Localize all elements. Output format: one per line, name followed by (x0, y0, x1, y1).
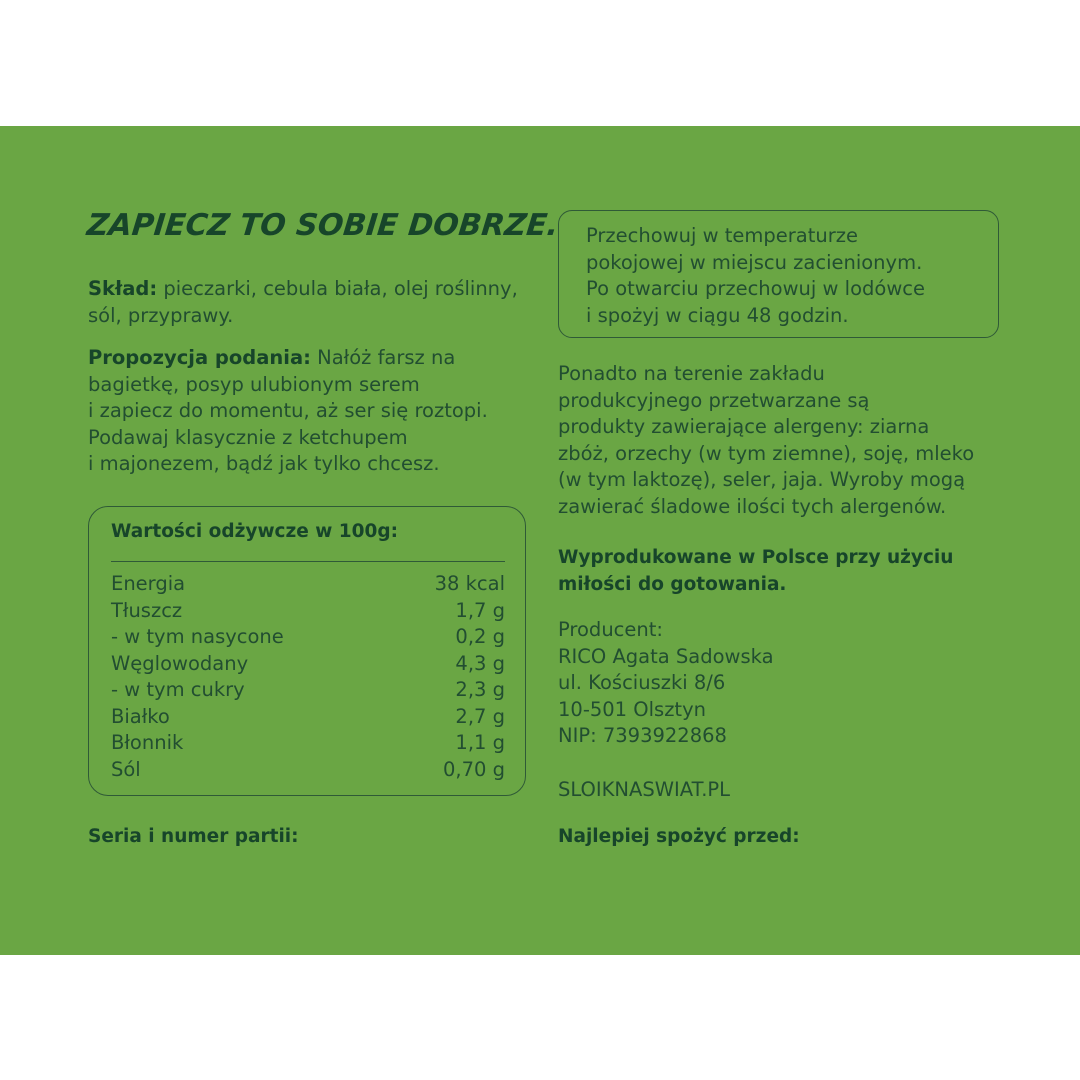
nutrition-divider (111, 561, 505, 562)
serving-line: i zapiecz do momentu, aż ser się roztopi. (88, 399, 488, 422)
ingredients-line: sól, przyprawy. (88, 303, 234, 327)
website: SLOIKNASWIAT.PL (558, 778, 731, 801)
nutrient-value: 0,70 g (443, 757, 505, 781)
product-label (0, 126, 1080, 955)
producer-line: NIP: 7393922868 (558, 724, 727, 747)
allergen-line: Ponadto na terenie zakładu (558, 362, 825, 385)
storage-line: Przechowuj w temperaturze (586, 224, 858, 247)
nutrient-value: 38 kcal (434, 572, 505, 595)
made-in-poland (558, 545, 953, 598)
storage-instructions (558, 210, 999, 338)
nutrition-row (111, 677, 505, 704)
ingredients (88, 276, 518, 329)
nutrient-value: 2,7 g (455, 704, 505, 728)
serving-line: i majonezem, bądź jak tylko chcesz. (88, 452, 440, 475)
nutrition-row (111, 598, 505, 625)
best-before-label: Najlepiej spożyć przed: (558, 826, 800, 847)
nutrition-row (111, 704, 505, 731)
nutrient-name: - w tym cukry (111, 678, 245, 701)
producer-line: Producent: (558, 618, 663, 641)
nutrient-name: Błonnik (111, 731, 184, 754)
nutrition-row (111, 757, 505, 784)
batch-number-label: Seria i numer partii: (88, 826, 299, 847)
allergen-line: (w tym laktozę), seler, jaja. Wyroby mogą (558, 468, 966, 491)
allergen-line: produkty zawierające alergeny: ziarna (558, 415, 930, 438)
producer-line: RICO Agata Sadowska (558, 644, 774, 668)
allergen-line: zawierać śladowe ilości tych alergenów. (558, 494, 947, 518)
nutrient-name: Węglowodany (111, 651, 249, 675)
nutrition-row (111, 624, 505, 651)
nutrition-title: Wartości odżywcze w 100g: (111, 521, 399, 542)
headline: ZAPIECZ TO SOBIE DOBRZE. (85, 208, 561, 243)
producer-line: 10-501 Olsztyn (558, 697, 706, 721)
allergen-line: produkcyjnego przetwarzane są (558, 388, 870, 412)
storage-line: i spożyj w ciągu 48 godzin. (586, 303, 849, 327)
serving-suggestion (88, 345, 488, 478)
made-in-line: Wyprodukowane w Polsce przy użyciu (558, 547, 954, 568)
allergen-info (558, 361, 974, 520)
nutrition-table (88, 506, 526, 796)
nutrient-name: Tłuszcz (111, 598, 183, 622)
storage-line: pokojowej w miejscu zacienionym. (586, 250, 923, 274)
allergen-line: zbóż, orzechy (w tym ziemne), soję, mleko (558, 441, 975, 465)
nutrient-name: - w tym nasycone (111, 625, 284, 648)
nutrition-row (111, 730, 505, 757)
serving-line: Nałóż farsz na (310, 346, 456, 369)
producer-line: ul. Kościuszki 8/6 (558, 671, 726, 694)
ingredients-label: Skład: (88, 277, 158, 300)
serving-line: bagietkę, posyp ulubionym serem (88, 372, 420, 396)
nutrition-row (111, 571, 505, 598)
nutrient-name: Białko (111, 704, 170, 728)
nutrient-value: 1,1 g (455, 731, 505, 754)
serving-line: Podawaj klasycznie z ketchupem (88, 425, 408, 449)
nutrient-value: 1,7 g (455, 598, 505, 622)
made-in-line: miłości do gotowania. (558, 573, 787, 595)
producer-info (558, 617, 774, 750)
nutrient-name: Sól (111, 757, 141, 781)
nutrient-value: 4,3 g (455, 651, 505, 675)
nutrient-name: Energia (111, 572, 186, 595)
serving-suggestion-label: Propozycja podania: (88, 346, 311, 369)
nutrient-value: 0,2 g (455, 625, 505, 648)
storage-line: Po otwarciu przechowuj w lodówce (586, 277, 925, 300)
nutrition-row (111, 651, 505, 678)
nutrient-value: 2,3 g (455, 678, 505, 701)
ingredients-line: pieczarki, cebula biała, olej roślinny, (157, 277, 518, 300)
